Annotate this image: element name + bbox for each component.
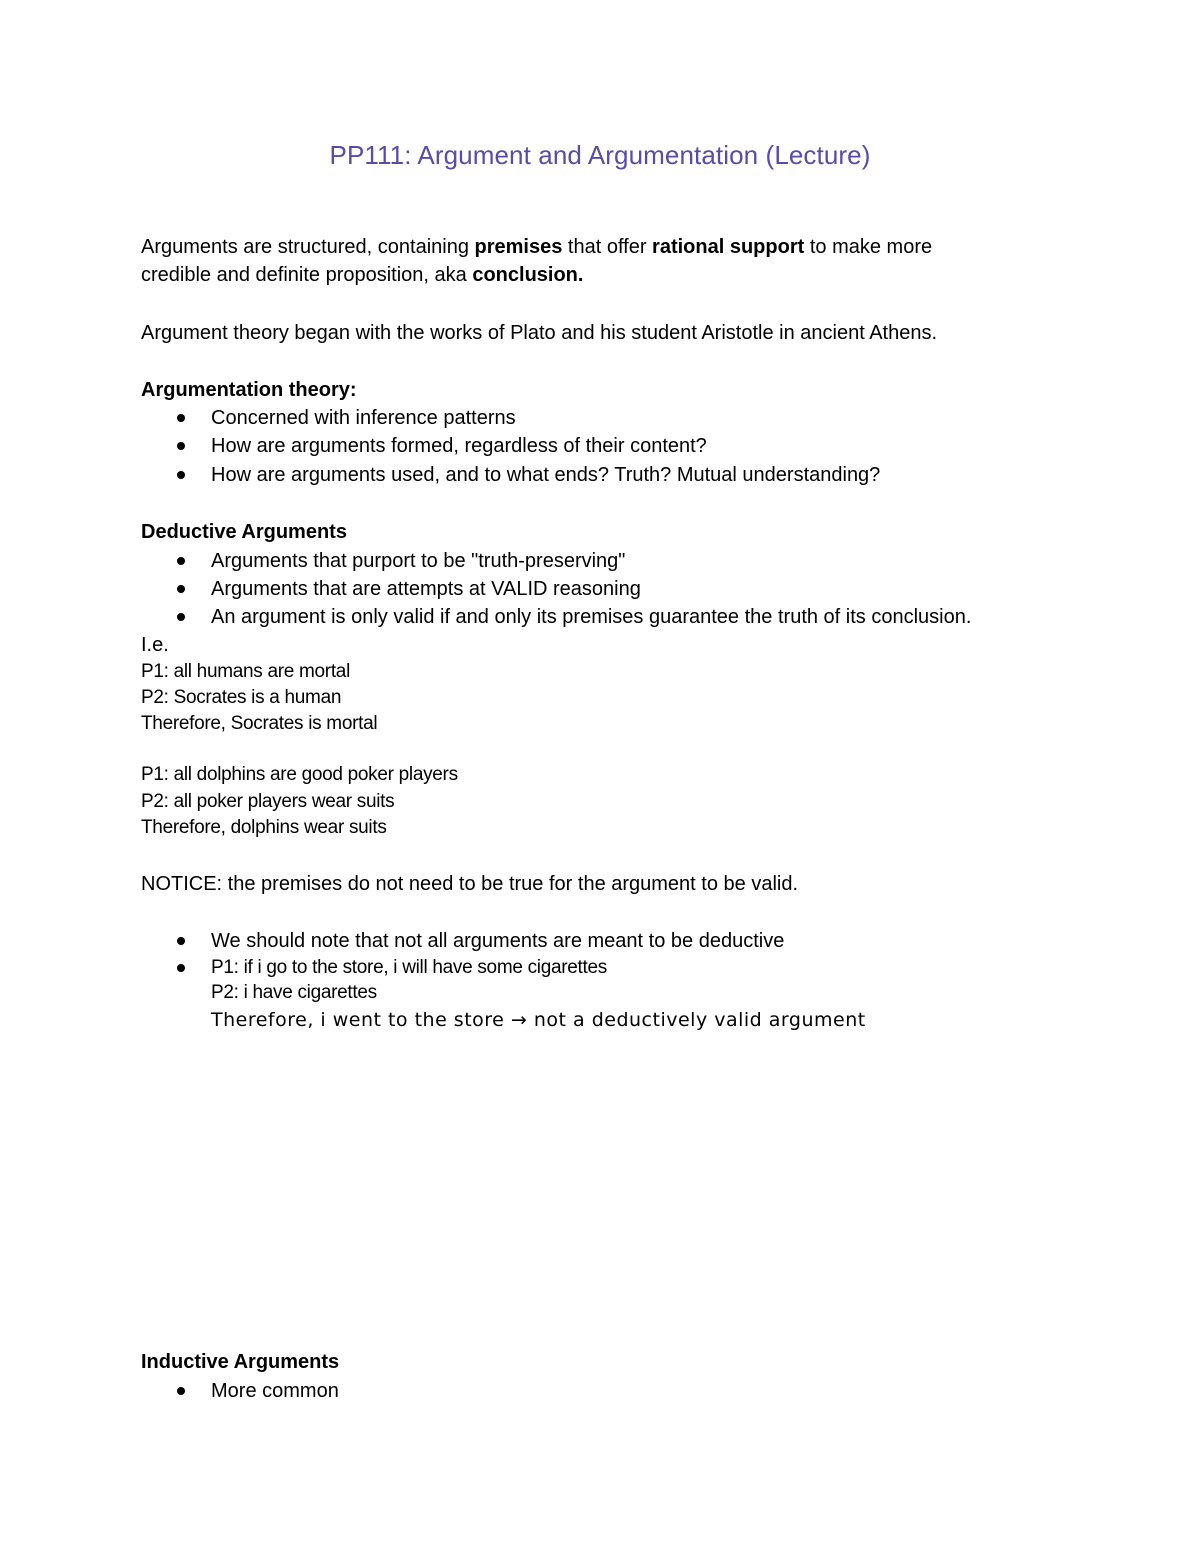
argumentation-theory-heading: Argumentation theory: <box>141 379 357 401</box>
bullet-icon <box>177 613 185 621</box>
example2-premise-2: P2: all poker players wear suits <box>141 791 395 812</box>
bullet-icon <box>177 937 185 945</box>
list-item: P1: if i go to the store, i will have some cigarettes <box>211 957 607 978</box>
term-conclusion: conclusion. <box>472 264 584 286</box>
intro-text: credible and definite proposition, aka <box>141 264 473 286</box>
bullet-icon <box>177 414 185 422</box>
example1-premise-2: P2: Socrates is a human <box>141 687 342 708</box>
list-item: How are arguments formed, regardless of their content? <box>211 435 707 457</box>
bullet-icon <box>177 1387 185 1395</box>
intro-line-1 <box>141 234 932 260</box>
list-item: Arguments that purport to be "truth-preserving" <box>211 550 626 572</box>
bullet-icon <box>177 557 185 565</box>
list-item: More common <box>211 1380 339 1402</box>
example1-premise-1: P1: all humans are mortal <box>141 661 350 682</box>
ie-label: I.e. <box>141 634 169 656</box>
list-item: Concerned with inference patterns <box>211 407 516 429</box>
example2-conclusion: Therefore, dolphins wear suits <box>141 817 387 838</box>
intro-text: that offer <box>562 236 653 258</box>
bullet-icon <box>177 585 185 593</box>
notice-paragraph: NOTICE: the premises do not need to be true for the argument to be valid. <box>141 873 799 895</box>
list-item-continuation: P2: i have cigarettes <box>211 982 377 1003</box>
example1-conclusion: Therefore, Socrates is mortal <box>141 713 378 734</box>
intro-text: to make more <box>804 236 933 258</box>
intro-text: Arguments are structured, containing <box>141 236 475 258</box>
history-paragraph: Argument theory began with the works of Plato and his student Aristotle in ancient Athens. <box>141 322 938 344</box>
bullet-icon <box>177 442 185 450</box>
list-item: An argument is only valid if and only its premises guarantee the truth of its conclusion. <box>211 606 972 628</box>
bullet-icon <box>177 964 185 972</box>
term-rational-support: rational support <box>652 236 805 258</box>
bullet-icon <box>177 471 185 479</box>
deductive-heading: Deductive Arguments <box>141 521 347 543</box>
term-premises: premises <box>474 236 563 258</box>
list-item-continuation: Therefore, i went to the store → not a deductively valid argument <box>211 1009 866 1031</box>
intro-line-2 <box>141 262 583 288</box>
list-item: Arguments that are attempts at VALID reasoning <box>211 578 641 600</box>
example2-premise-1: P1: all dolphins are good poker players <box>141 764 458 785</box>
list-item: We should note that not all arguments are meant to be deductive <box>211 930 785 952</box>
page-title: PP111: Argument and Argumentation (Lecture) <box>329 140 871 170</box>
list-item: How are arguments used, and to what ends? Truth? Mutual understanding? <box>211 464 881 486</box>
inductive-heading: Inductive Arguments <box>141 1351 340 1373</box>
